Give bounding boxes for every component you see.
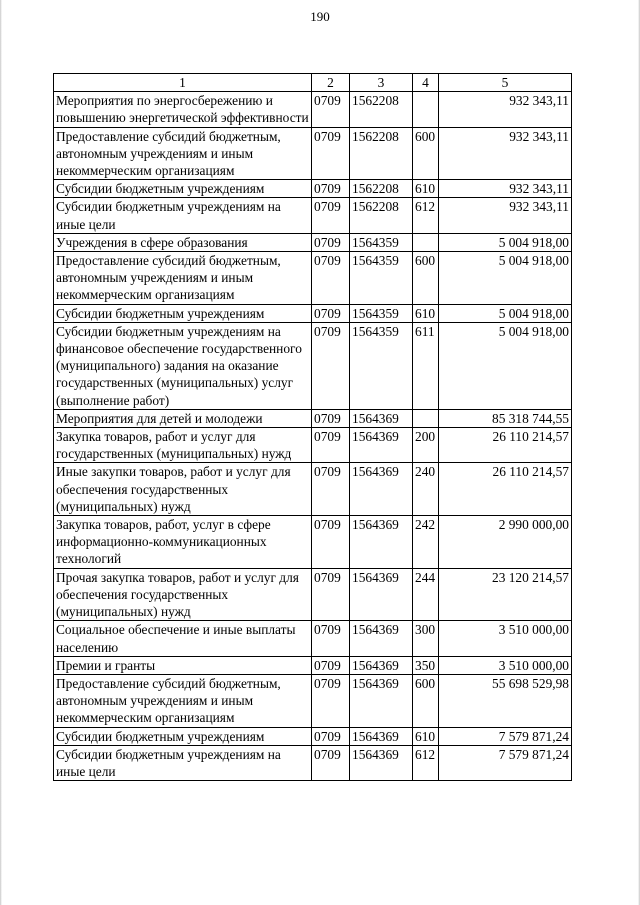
row-amount: 932 343,11 <box>439 127 572 180</box>
table-row <box>54 127 572 180</box>
row-expense-type: 300 <box>413 621 439 656</box>
row-section: 0709 <box>312 233 350 251</box>
table-row <box>54 745 572 780</box>
table-row <box>54 322 572 409</box>
row-expense-type: 200 <box>413 428 439 463</box>
table-row <box>54 304 572 322</box>
row-amount: 5 004 918,00 <box>439 322 572 409</box>
row-expense-type: 610 <box>413 304 439 322</box>
row-amount: 55 698 529,98 <box>439 674 572 727</box>
row-name: Предоставление субсидий бюджетным, автономным учреждениям и иным некоммерческим организациям <box>54 674 312 727</box>
table-row <box>54 409 572 427</box>
row-name: Субсидии бюджетным учреждениям <box>54 180 312 198</box>
row-code: 1564369 <box>350 409 413 427</box>
row-name: Предоставление субсидий бюджетным, автономным учреждениям и иным некоммерческим организациям <box>54 127 312 180</box>
table-body <box>54 92 572 781</box>
row-name: Премии и гранты <box>54 656 312 674</box>
row-name: Социальное обеспечение и иные выплаты населению <box>54 621 312 656</box>
row-expense-type: 600 <box>413 674 439 727</box>
row-section: 0709 <box>312 127 350 180</box>
row-section: 0709 <box>312 198 350 233</box>
row-amount: 932 343,11 <box>439 198 572 233</box>
row-name: Мероприятия для детей и молодежи <box>54 409 312 427</box>
row-code: 1562208 <box>350 127 413 180</box>
row-name: Закупка товаров, работ и услуг для государственных (муниципальных) нужд <box>54 428 312 463</box>
header-col-5: 5 <box>439 74 572 92</box>
table-header <box>54 74 572 92</box>
table-row <box>54 180 572 198</box>
row-expense-type: 244 <box>413 568 439 621</box>
row-code: 1562208 <box>350 92 413 127</box>
row-expense-type: 610 <box>413 180 439 198</box>
row-section: 0709 <box>312 568 350 621</box>
row-expense-type: 612 <box>413 745 439 780</box>
row-expense-type: 600 <box>413 127 439 180</box>
row-section: 0709 <box>312 409 350 427</box>
row-name: Учреждения в сфере образования <box>54 233 312 251</box>
row-amount: 5 004 918,00 <box>439 252 572 305</box>
table-row <box>54 674 572 727</box>
row-code: 1562208 <box>350 198 413 233</box>
row-amount: 932 343,11 <box>439 180 572 198</box>
row-code: 1564359 <box>350 233 413 251</box>
table-row <box>54 198 572 233</box>
row-section: 0709 <box>312 180 350 198</box>
table-row <box>54 92 572 127</box>
row-amount: 26 110 214,57 <box>439 463 572 516</box>
row-section: 0709 <box>312 516 350 569</box>
header-col-2: 2 <box>312 74 350 92</box>
row-expense-type: 240 <box>413 463 439 516</box>
row-code: 1564369 <box>350 621 413 656</box>
row-expense-type: 242 <box>413 516 439 569</box>
row-code: 1564369 <box>350 656 413 674</box>
row-expense-type <box>413 92 439 127</box>
row-code: 1562208 <box>350 180 413 198</box>
table-row <box>54 252 572 305</box>
table-row <box>54 516 572 569</box>
row-name: Субсидии бюджетным учреждениям <box>54 727 312 745</box>
row-amount: 2 990 000,00 <box>439 516 572 569</box>
row-name: Предоставление субсидий бюджетным, автономным учреждениям и иным некоммерческим организациям <box>54 252 312 305</box>
row-section: 0709 <box>312 304 350 322</box>
row-expense-type: 600 <box>413 252 439 305</box>
row-code: 1564369 <box>350 568 413 621</box>
header-col-1: 1 <box>54 74 312 92</box>
header-col-3: 3 <box>350 74 413 92</box>
row-amount: 26 110 214,57 <box>439 428 572 463</box>
page-number: 190 <box>310 9 330 24</box>
row-section: 0709 <box>312 745 350 780</box>
row-code: 1564369 <box>350 727 413 745</box>
row-amount: 932 343,11 <box>439 92 572 127</box>
row-name: Субсидии бюджетным учреждениям на финансовое обеспечение государственного (муниципального) задания на оказание государственных (муниципальных) услуг (выполнение работ) <box>54 322 312 409</box>
table-row <box>54 621 572 656</box>
row-code: 1564369 <box>350 428 413 463</box>
row-section: 0709 <box>312 92 350 127</box>
scan-edge-left <box>0 0 2 905</box>
row-name: Прочая закупка товаров, работ и услуг для обеспечения государственных (муниципальных) нужд <box>54 568 312 621</box>
row-expense-type <box>413 409 439 427</box>
row-name: Субсидии бюджетным учреждениям <box>54 304 312 322</box>
table-row <box>54 568 572 621</box>
row-section: 0709 <box>312 674 350 727</box>
row-code: 1564359 <box>350 322 413 409</box>
row-section: 0709 <box>312 463 350 516</box>
row-code: 1564369 <box>350 463 413 516</box>
row-section: 0709 <box>312 428 350 463</box>
row-expense-type: 611 <box>413 322 439 409</box>
row-expense-type: 350 <box>413 656 439 674</box>
row-name: Мероприятия по энергосбережению и повышению энергетической эффективности <box>54 92 312 127</box>
row-section: 0709 <box>312 621 350 656</box>
row-expense-type: 610 <box>413 727 439 745</box>
row-code: 1564359 <box>350 252 413 305</box>
row-amount: 7 579 871,24 <box>439 745 572 780</box>
row-name: Иные закупки товаров, работ и услуг для обеспечения государственных (муниципальных) нужд <box>54 463 312 516</box>
row-name: Субсидии бюджетным учреждениям на иные цели <box>54 745 312 780</box>
budget-table <box>53 73 572 781</box>
row-code: 1564369 <box>350 674 413 727</box>
row-amount: 3 510 000,00 <box>439 621 572 656</box>
header-col-4: 4 <box>413 74 439 92</box>
header-row <box>54 74 572 92</box>
row-section: 0709 <box>312 322 350 409</box>
row-name: Субсидии бюджетным учреждениям на иные цели <box>54 198 312 233</box>
table-row <box>54 233 572 251</box>
row-amount: 5 004 918,00 <box>439 233 572 251</box>
row-amount: 5 004 918,00 <box>439 304 572 322</box>
row-code: 1564369 <box>350 745 413 780</box>
row-section: 0709 <box>312 656 350 674</box>
table-row <box>54 727 572 745</box>
row-amount: 85 318 744,55 <box>439 409 572 427</box>
table-row <box>54 463 572 516</box>
row-expense-type <box>413 233 439 251</box>
row-code: 1564359 <box>350 304 413 322</box>
row-section: 0709 <box>312 727 350 745</box>
row-name: Закупка товаров, работ, услуг в сфере информационно-коммуникационных технологий <box>54 516 312 569</box>
row-amount: 23 120 214,57 <box>439 568 572 621</box>
table-row <box>54 428 572 463</box>
row-amount: 7 579 871,24 <box>439 727 572 745</box>
row-amount: 3 510 000,00 <box>439 656 572 674</box>
row-code: 1564369 <box>350 516 413 569</box>
row-expense-type: 612 <box>413 198 439 233</box>
row-section: 0709 <box>312 252 350 305</box>
table-row <box>54 656 572 674</box>
